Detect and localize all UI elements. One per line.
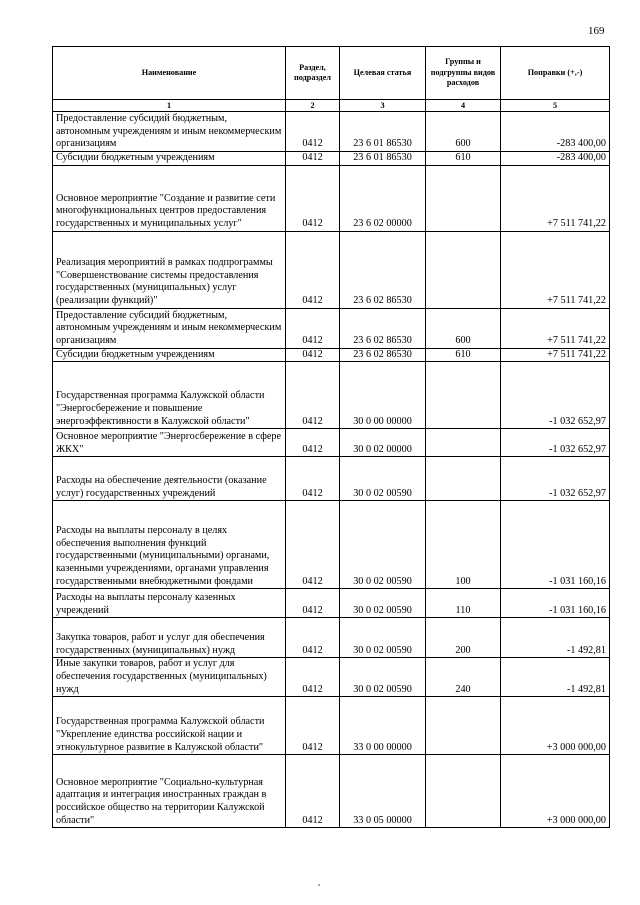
table-row xyxy=(53,697,610,755)
column-number: 2 xyxy=(286,100,340,112)
table-cell-group xyxy=(426,165,501,231)
table-cell-section: 0412 xyxy=(286,589,340,618)
table-cell-section: 0412 xyxy=(286,755,340,828)
table-cell-group xyxy=(426,457,501,501)
table-cell-section: 0412 xyxy=(286,231,340,308)
table-cell-amount: -1 032 652,97 xyxy=(501,457,610,501)
table-cell-group: 600 xyxy=(426,308,501,348)
table-cell-group xyxy=(426,231,501,308)
column-number: 3 xyxy=(340,100,426,112)
table-cell-amount: -1 492,81 xyxy=(501,658,610,697)
table-cell-amount: -283 400,00 xyxy=(501,112,610,152)
column-number: 4 xyxy=(426,100,501,112)
table-cell-target: 33 0 00 00000 xyxy=(340,697,426,755)
table-cell-target: 23 6 01 86530 xyxy=(340,152,426,166)
table-cell-name: Предоставление субсидий бюджетным, автономным учреждениям и иным некоммерческим организациям xyxy=(53,112,286,152)
table-cell-group: 110 xyxy=(426,589,501,618)
table-row xyxy=(53,755,610,828)
table-cell-group xyxy=(426,755,501,828)
table-cell-name: Основное мероприятие "Создание и развитие сети многофункциональных центров предоставления государственных и муниципальных услуг" xyxy=(53,165,286,231)
table-cell-section: 0412 xyxy=(286,348,340,362)
table-row xyxy=(53,618,610,658)
table-cell-amount: +7 511 741,22 xyxy=(501,231,610,308)
table-cell-group xyxy=(426,697,501,755)
column-number: 1 xyxy=(53,100,286,112)
table-cell-amount: +7 511 741,22 xyxy=(501,308,610,348)
table-cell-group: 610 xyxy=(426,348,501,362)
header-groups: Группы и подгруппы видов расходов xyxy=(426,47,501,100)
table-cell-target: 30 0 02 00590 xyxy=(340,658,426,697)
table-cell-name: Предоставление субсидий бюджетным, автономным учреждениям и иным некоммерческим организациям xyxy=(53,308,286,348)
table-cell-amount: +3 000 000,00 xyxy=(501,697,610,755)
table-cell-amount: -1 031 160,16 xyxy=(501,501,610,589)
table-cell-group: 200 xyxy=(426,618,501,658)
table-cell-section: 0412 xyxy=(286,152,340,166)
table-cell-name: Основное мероприятие "Энергосбережение в сфере ЖКХ" xyxy=(53,429,286,457)
table-row xyxy=(53,152,610,166)
table-cell-target: 30 0 02 00590 xyxy=(340,589,426,618)
table-cell-section: 0412 xyxy=(286,658,340,697)
table-cell-target: 23 6 02 86530 xyxy=(340,308,426,348)
table-cell-section: 0412 xyxy=(286,165,340,231)
table-cell-name: Расходы на выплаты персоналу в целях обеспечения выполнения функций государственными (муниципальными) органами, казенными учреждениями, органами управления государственными внебюджетными фондами xyxy=(53,501,286,589)
table-cell-name: Расходы на обеспечение деятельности (оказание услуг) государственных учреждений xyxy=(53,457,286,501)
table-cell-name: Субсидии бюджетным учреждениям xyxy=(53,348,286,362)
table-cell-amount: +7 511 741,22 xyxy=(501,165,610,231)
table-cell-name: Государственная программа Калужской области "Укрепление единства российской нации и этнокультурное развитие в Калужской области" xyxy=(53,697,286,755)
table-row xyxy=(53,362,610,429)
table-cell-name: Реализация мероприятий в рамках подпрограммы "Совершенствование системы предоставления государственных (муниципальных) услуг (реализации функций)" xyxy=(53,231,286,308)
table-cell-target: 30 0 00 00000 xyxy=(340,362,426,429)
table-cell-section: 0412 xyxy=(286,429,340,457)
table-cell-name: Государственная программа Калужской области "Энергосбережение и повышение энергоэффективности в Калужской области" xyxy=(53,362,286,429)
header-row xyxy=(53,47,610,100)
table-cell-group: 610 xyxy=(426,152,501,166)
budget-amendments-table xyxy=(52,46,610,828)
header-section: Раздел, подраздел xyxy=(286,47,340,100)
table-cell-section: 0412 xyxy=(286,618,340,658)
table-cell-name: Расходы на выплаты персоналу казенных учреждений xyxy=(53,589,286,618)
table-cell-name: Субсидии бюджетным учреждениям xyxy=(53,152,286,166)
table-row xyxy=(53,589,610,618)
table-row xyxy=(53,231,610,308)
table-cell-section: 0412 xyxy=(286,112,340,152)
column-number-row xyxy=(53,100,610,112)
table-row xyxy=(53,658,610,697)
table-cell-target: 30 0 02 00590 xyxy=(340,457,426,501)
table-cell-target: 23 6 02 86530 xyxy=(340,348,426,362)
table-cell-amount: +7 511 741,22 xyxy=(501,348,610,362)
header-amendments: Поправки (+,-) xyxy=(501,47,610,100)
table-cell-section: 0412 xyxy=(286,697,340,755)
table-row xyxy=(53,308,610,348)
table-row xyxy=(53,112,610,152)
table-cell-section: 0412 xyxy=(286,308,340,348)
table-cell-section: 0412 xyxy=(286,501,340,589)
table-cell-group xyxy=(426,429,501,457)
column-number: 5 xyxy=(501,100,610,112)
table-cell-target: 30 0 02 00590 xyxy=(340,501,426,589)
table-cell-amount: -1 032 652,97 xyxy=(501,362,610,429)
table-cell-amount: -1 031 160,16 xyxy=(501,589,610,618)
table-row xyxy=(53,457,610,501)
table-cell-target: 23 6 02 86530 xyxy=(340,231,426,308)
page-number: 169 xyxy=(588,25,605,37)
table-cell-name: Закупка товаров, работ и услуг для обеспечения государственных (муниципальных) нужд xyxy=(53,618,286,658)
scan-dot xyxy=(318,884,320,886)
table-cell-target: 23 6 02 00000 xyxy=(340,165,426,231)
table-cell-name: Иные закупки товаров, работ и услуг для обеспечения государственных (муниципальных) нужд xyxy=(53,658,286,697)
table-cell-section: 0412 xyxy=(286,457,340,501)
table-cell-amount: -1 032 652,97 xyxy=(501,429,610,457)
table-row xyxy=(53,429,610,457)
table-row xyxy=(53,165,610,231)
table-row xyxy=(53,348,610,362)
table-cell-amount: +3 000 000,00 xyxy=(501,755,610,828)
header-target: Целевая статья xyxy=(340,47,426,100)
table-cell-target: 23 6 01 86530 xyxy=(340,112,426,152)
table-cell-amount: -1 492,81 xyxy=(501,618,610,658)
table-cell-target: 30 0 02 00000 xyxy=(340,429,426,457)
table-cell-group: 600 xyxy=(426,112,501,152)
table-cell-group: 100 xyxy=(426,501,501,589)
table-cell-amount: -283 400,00 xyxy=(501,152,610,166)
header-name: Наименование xyxy=(53,47,286,100)
table-cell-target: 33 0 05 00000 xyxy=(340,755,426,828)
table-cell-group: 240 xyxy=(426,658,501,697)
table-row xyxy=(53,501,610,589)
table-cell-target: 30 0 02 00590 xyxy=(340,618,426,658)
table-cell-section: 0412 xyxy=(286,362,340,429)
table-cell-name: Основное мероприятие "Социально-культурная адаптация и интеграция иностранных граждан в российское общество на территории Калужской области" xyxy=(53,755,286,828)
table-cell-group xyxy=(426,362,501,429)
